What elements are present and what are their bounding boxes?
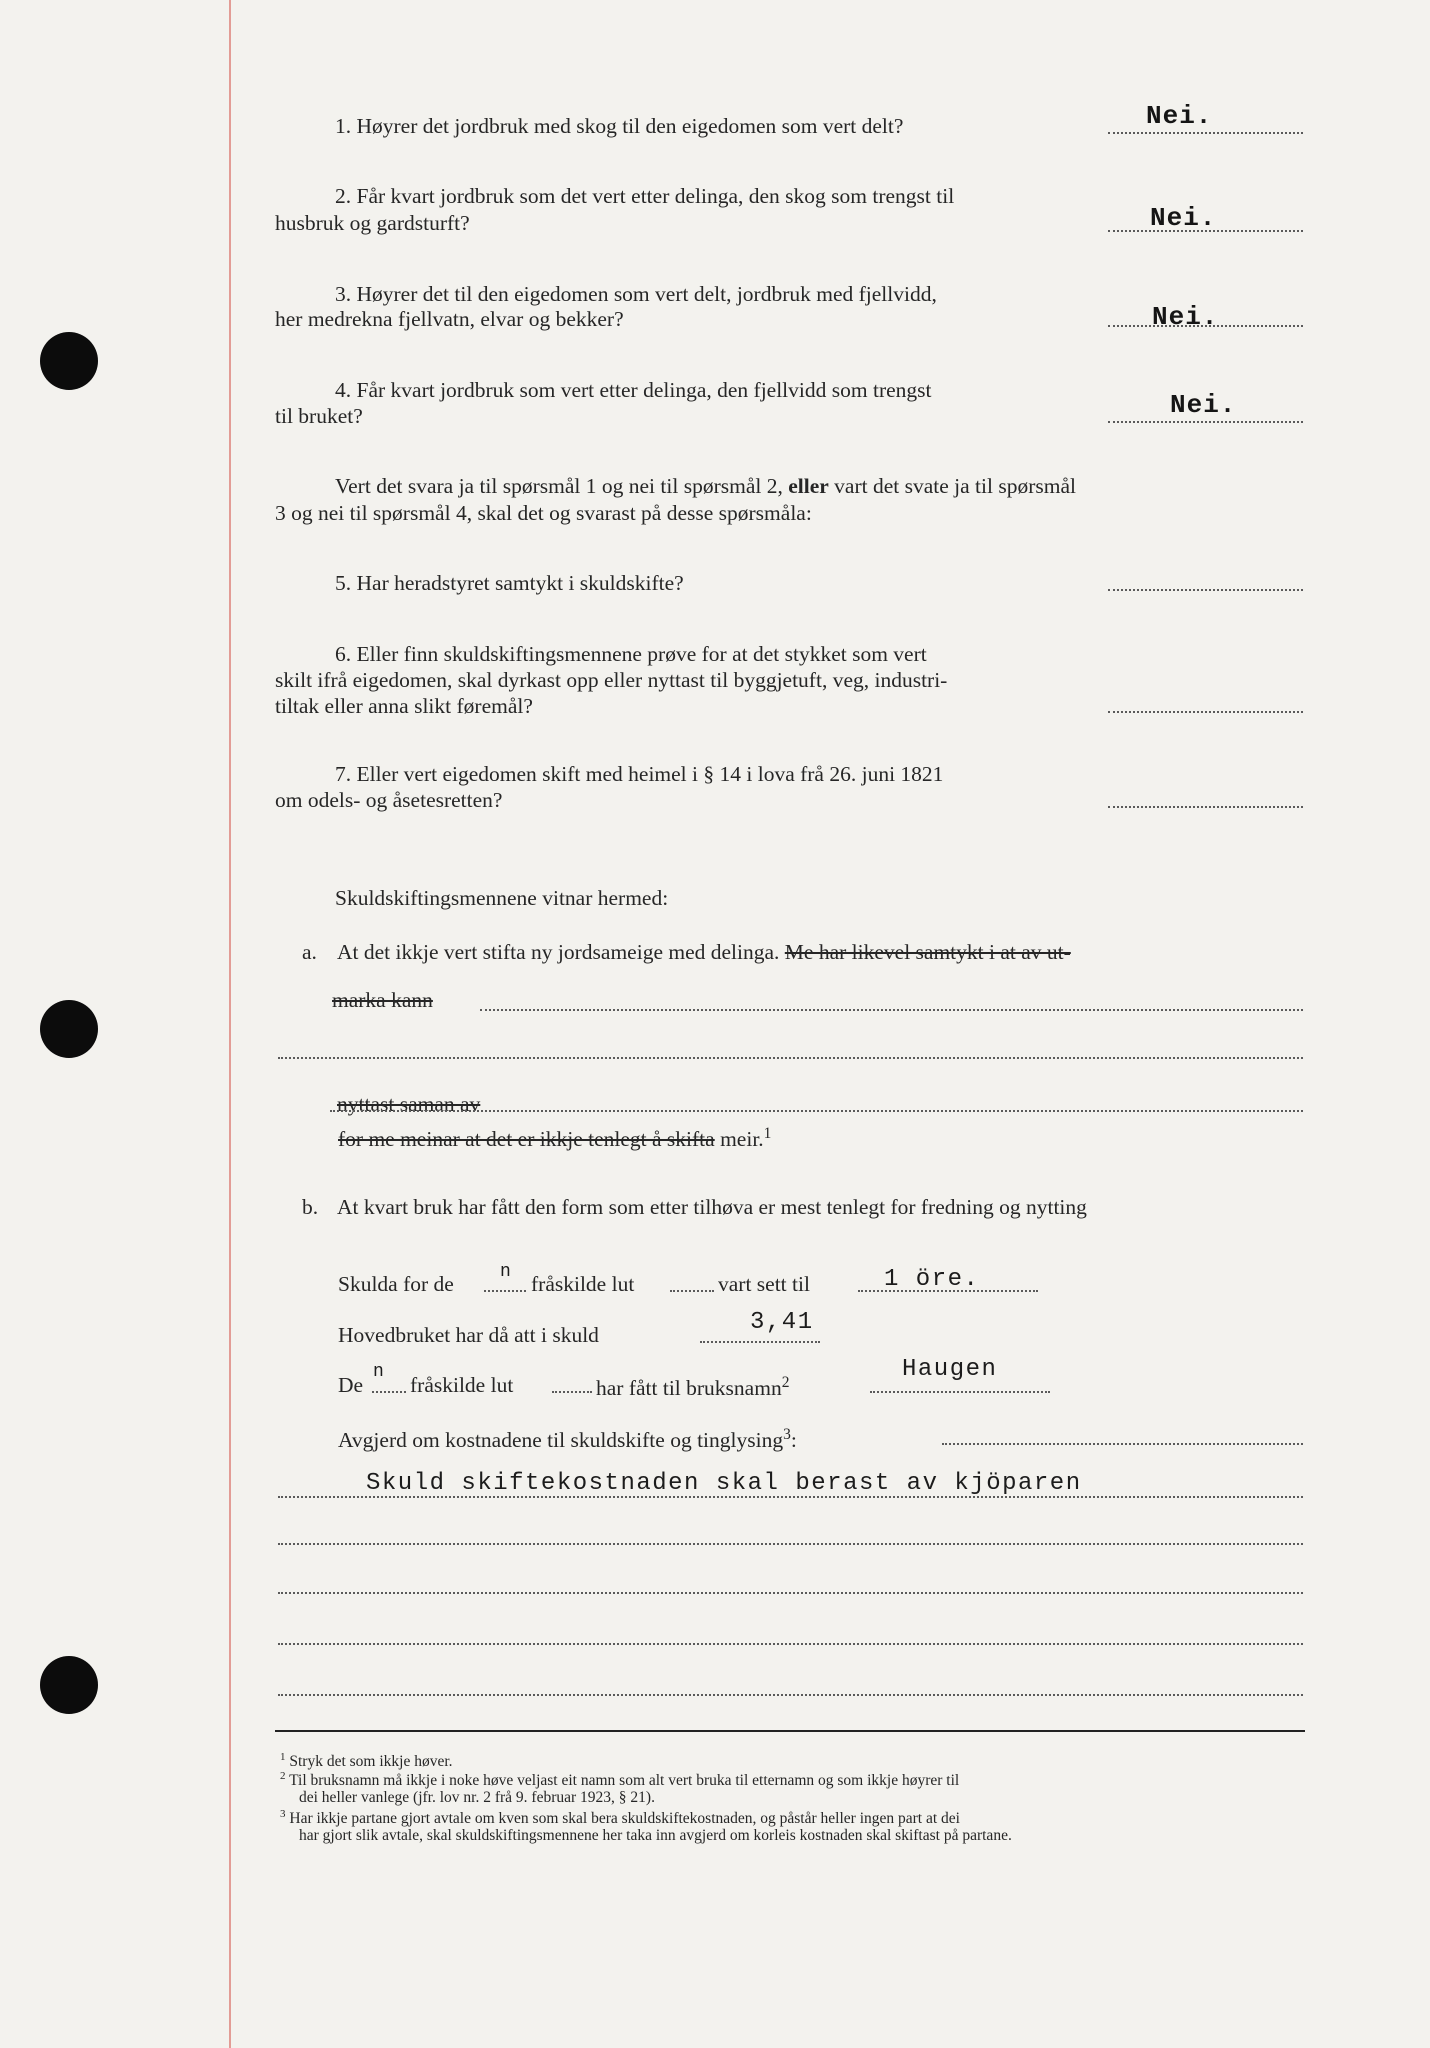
footnote-mark: 1 xyxy=(280,1751,286,1763)
avgjerd-value: Skuld skiftekostnaden skal berast av kjöparen xyxy=(366,1470,1082,1497)
fill-line xyxy=(484,1290,526,1292)
question-4-answer: Nei. xyxy=(1170,390,1237,420)
footnote-2 xyxy=(280,1771,959,1789)
fill-line xyxy=(700,1341,820,1343)
fill-line xyxy=(480,1009,1303,1011)
answer-line xyxy=(1108,806,1303,808)
item-a-text xyxy=(337,942,1071,964)
fill-line xyxy=(670,1290,714,1292)
item-a-label: a. xyxy=(302,940,317,964)
skuld-fraskilde-label: fråskilde lut xyxy=(531,1272,635,1296)
footnote-3-line2: har gjort slik avtale, skal skuldskiftingsmennene her taka inn avgjerd om korleis kostnaden skal skiftast på partane. xyxy=(299,1827,1012,1844)
question-4-line2: til bruket? xyxy=(275,404,363,428)
fill-line xyxy=(278,1643,1303,1645)
item-a-line4-struck: for me meinar at det er ikkje tenlegt å skifta xyxy=(338,1127,715,1152)
item-a-statement: At det ikkje vert stifta ny jordsameige med delinga. xyxy=(337,940,780,964)
item-b-label: b. xyxy=(302,1195,319,1219)
question-3-line1: 3. Høyrer det til den eigedomen som vert delt, jordbruk med fjellvidd, xyxy=(335,282,937,306)
question-2-answer: Nei. xyxy=(1150,203,1217,233)
condition-bold-eller: eller xyxy=(788,474,829,498)
question-4-line1: 4. Får kvart jordbruk som vert etter delinga, den fjellvidd som trengst xyxy=(335,378,932,402)
item-b-text: At kvart bruk har fått den form som etter tilhøva er mest tenlegt for fredning og nytting xyxy=(337,1195,1087,1219)
de-fraskilde-label: fråskilde lut xyxy=(410,1373,514,1397)
fill-line xyxy=(278,1592,1303,1594)
avgjerd-label-text: Avgjerd om kostnadene til skuldskifte og tinglysing xyxy=(338,1428,784,1453)
de-n: n xyxy=(373,1362,386,1382)
condition-line1 xyxy=(335,476,1076,498)
answer-line xyxy=(1108,132,1303,134)
de-label: De xyxy=(338,1373,364,1397)
question-3-line2: her medrekna fjellvatn, elvar og bekker? xyxy=(275,307,624,331)
item-a-line4-end: meir. xyxy=(720,1127,764,1152)
witness-heading: Skuldskiftingsmennene vitnar hermed: xyxy=(335,886,669,910)
footnote-mark: 2 xyxy=(280,1770,286,1782)
footnote-ref: 2 xyxy=(781,1374,790,1391)
item-a-line3: nyttast saman av xyxy=(337,1092,481,1116)
fill-line xyxy=(942,1443,1303,1445)
footnote-mark: 3 xyxy=(280,1808,286,1820)
skuld-label: Skulda for de xyxy=(338,1272,454,1296)
footnote-2-text: Til bruksnamn må ikkje i noke høve veljast eit namn som alt vert bruka til etternamn og som ikkje høyrer til xyxy=(289,1772,960,1790)
item-a-line2: marka kann xyxy=(332,988,433,1012)
footnote-1 xyxy=(280,1752,453,1770)
footnote-ref: 3 xyxy=(783,1426,791,1443)
footnote-3-text: Har ikkje partane gjort avtale om kven som skal bera skuldskiftekostnaden, og påstår heller ingen part at dei xyxy=(289,1810,960,1828)
condition-line2: 3 og nei til spørsmål 4, skal det og svarast på desse spørsmåla: xyxy=(275,501,812,525)
footnote-ref: 1 xyxy=(763,1125,772,1142)
question-7-line2: om odels- og åsetesretten? xyxy=(275,788,503,812)
bruksnamn-label-text: har fått til bruksnamn xyxy=(596,1376,782,1401)
fill-line xyxy=(372,1391,406,1393)
skuld-vart-sett-label: vart sett til xyxy=(718,1272,810,1296)
answer-line xyxy=(1108,711,1303,713)
fill-line xyxy=(330,1110,1303,1112)
answer-line xyxy=(1108,421,1303,423)
question-6-line3: tiltak eller anna slikt føremål? xyxy=(275,694,533,718)
bruksnamn-value: Haugen xyxy=(902,1356,998,1383)
question-5-text: 5. Har heradstyret samtykt i skuldskifte? xyxy=(335,571,684,595)
skuld-value: 1 öre. xyxy=(884,1266,980,1293)
footnote-rule xyxy=(275,1730,1305,1732)
footnote-2-line2: dei heller vanlege (jfr. lov nr. 2 frå 9. februar 1923, § 21). xyxy=(299,1789,655,1806)
question-1-answer: Nei. xyxy=(1146,101,1213,131)
question-2-line1: 2. Får kvart jordbruk som det vert etter delinga, den skog som trengst til xyxy=(335,184,955,208)
punch-hole xyxy=(40,1656,98,1714)
item-a-struck-text: Me har likevel samtykt i at av ut- xyxy=(784,940,1071,964)
question-7-line1: 7. Eller vert eigedomen skift med heimel i § 14 i lova frå 26. juni 1821 xyxy=(335,762,944,786)
question-6-line2: skilt ifrå eigedomen, skal dyrkast opp eller nyttast til byggjetuft, veg, industri- xyxy=(275,668,948,692)
punch-hole xyxy=(40,1000,98,1058)
hovedbruk-value: 3,41 xyxy=(750,1309,814,1336)
bruksnamn-label xyxy=(596,1375,789,1400)
footnote-3 xyxy=(280,1809,960,1827)
fill-line xyxy=(870,1391,1050,1393)
punch-hole xyxy=(40,332,98,390)
condition-line1-start: Vert det svara ja til spørsmål 1 og nei til spørsmål 2, xyxy=(335,474,783,498)
fill-line xyxy=(278,1057,1303,1059)
question-1-text: 1. Høyrer det jordbruk med skog til den eigedomen som vert delt? xyxy=(335,114,904,138)
condition-line1-end: vart det svate ja til spørsmål xyxy=(834,474,1076,498)
item-a-line4 xyxy=(338,1126,771,1151)
skuld-n: n xyxy=(500,1262,513,1282)
avgjerd-label: Avgjerd om kostnadene til skuldskifte og tinglysing$^3$: xyxy=(338,1426,797,1453)
fill-line xyxy=(278,1694,1303,1696)
hovedbruk-label: Hovedbruket har då att i skuld xyxy=(338,1323,599,1347)
fill-line xyxy=(552,1391,592,1393)
answer-line xyxy=(1108,589,1303,591)
question-6-line1: 6. Eller finn skuldskiftingsmennene prøve for at det stykket som vert xyxy=(335,642,927,666)
question-2-line2: husbruk og gardsturft? xyxy=(275,211,470,235)
page-margin-line xyxy=(229,0,231,2048)
footnote-1-text: Stryk det som ikkje høver. xyxy=(289,1753,453,1771)
question-3-answer: Nei. xyxy=(1152,302,1219,332)
fill-line xyxy=(278,1496,1303,1498)
fill-line xyxy=(278,1543,1303,1545)
